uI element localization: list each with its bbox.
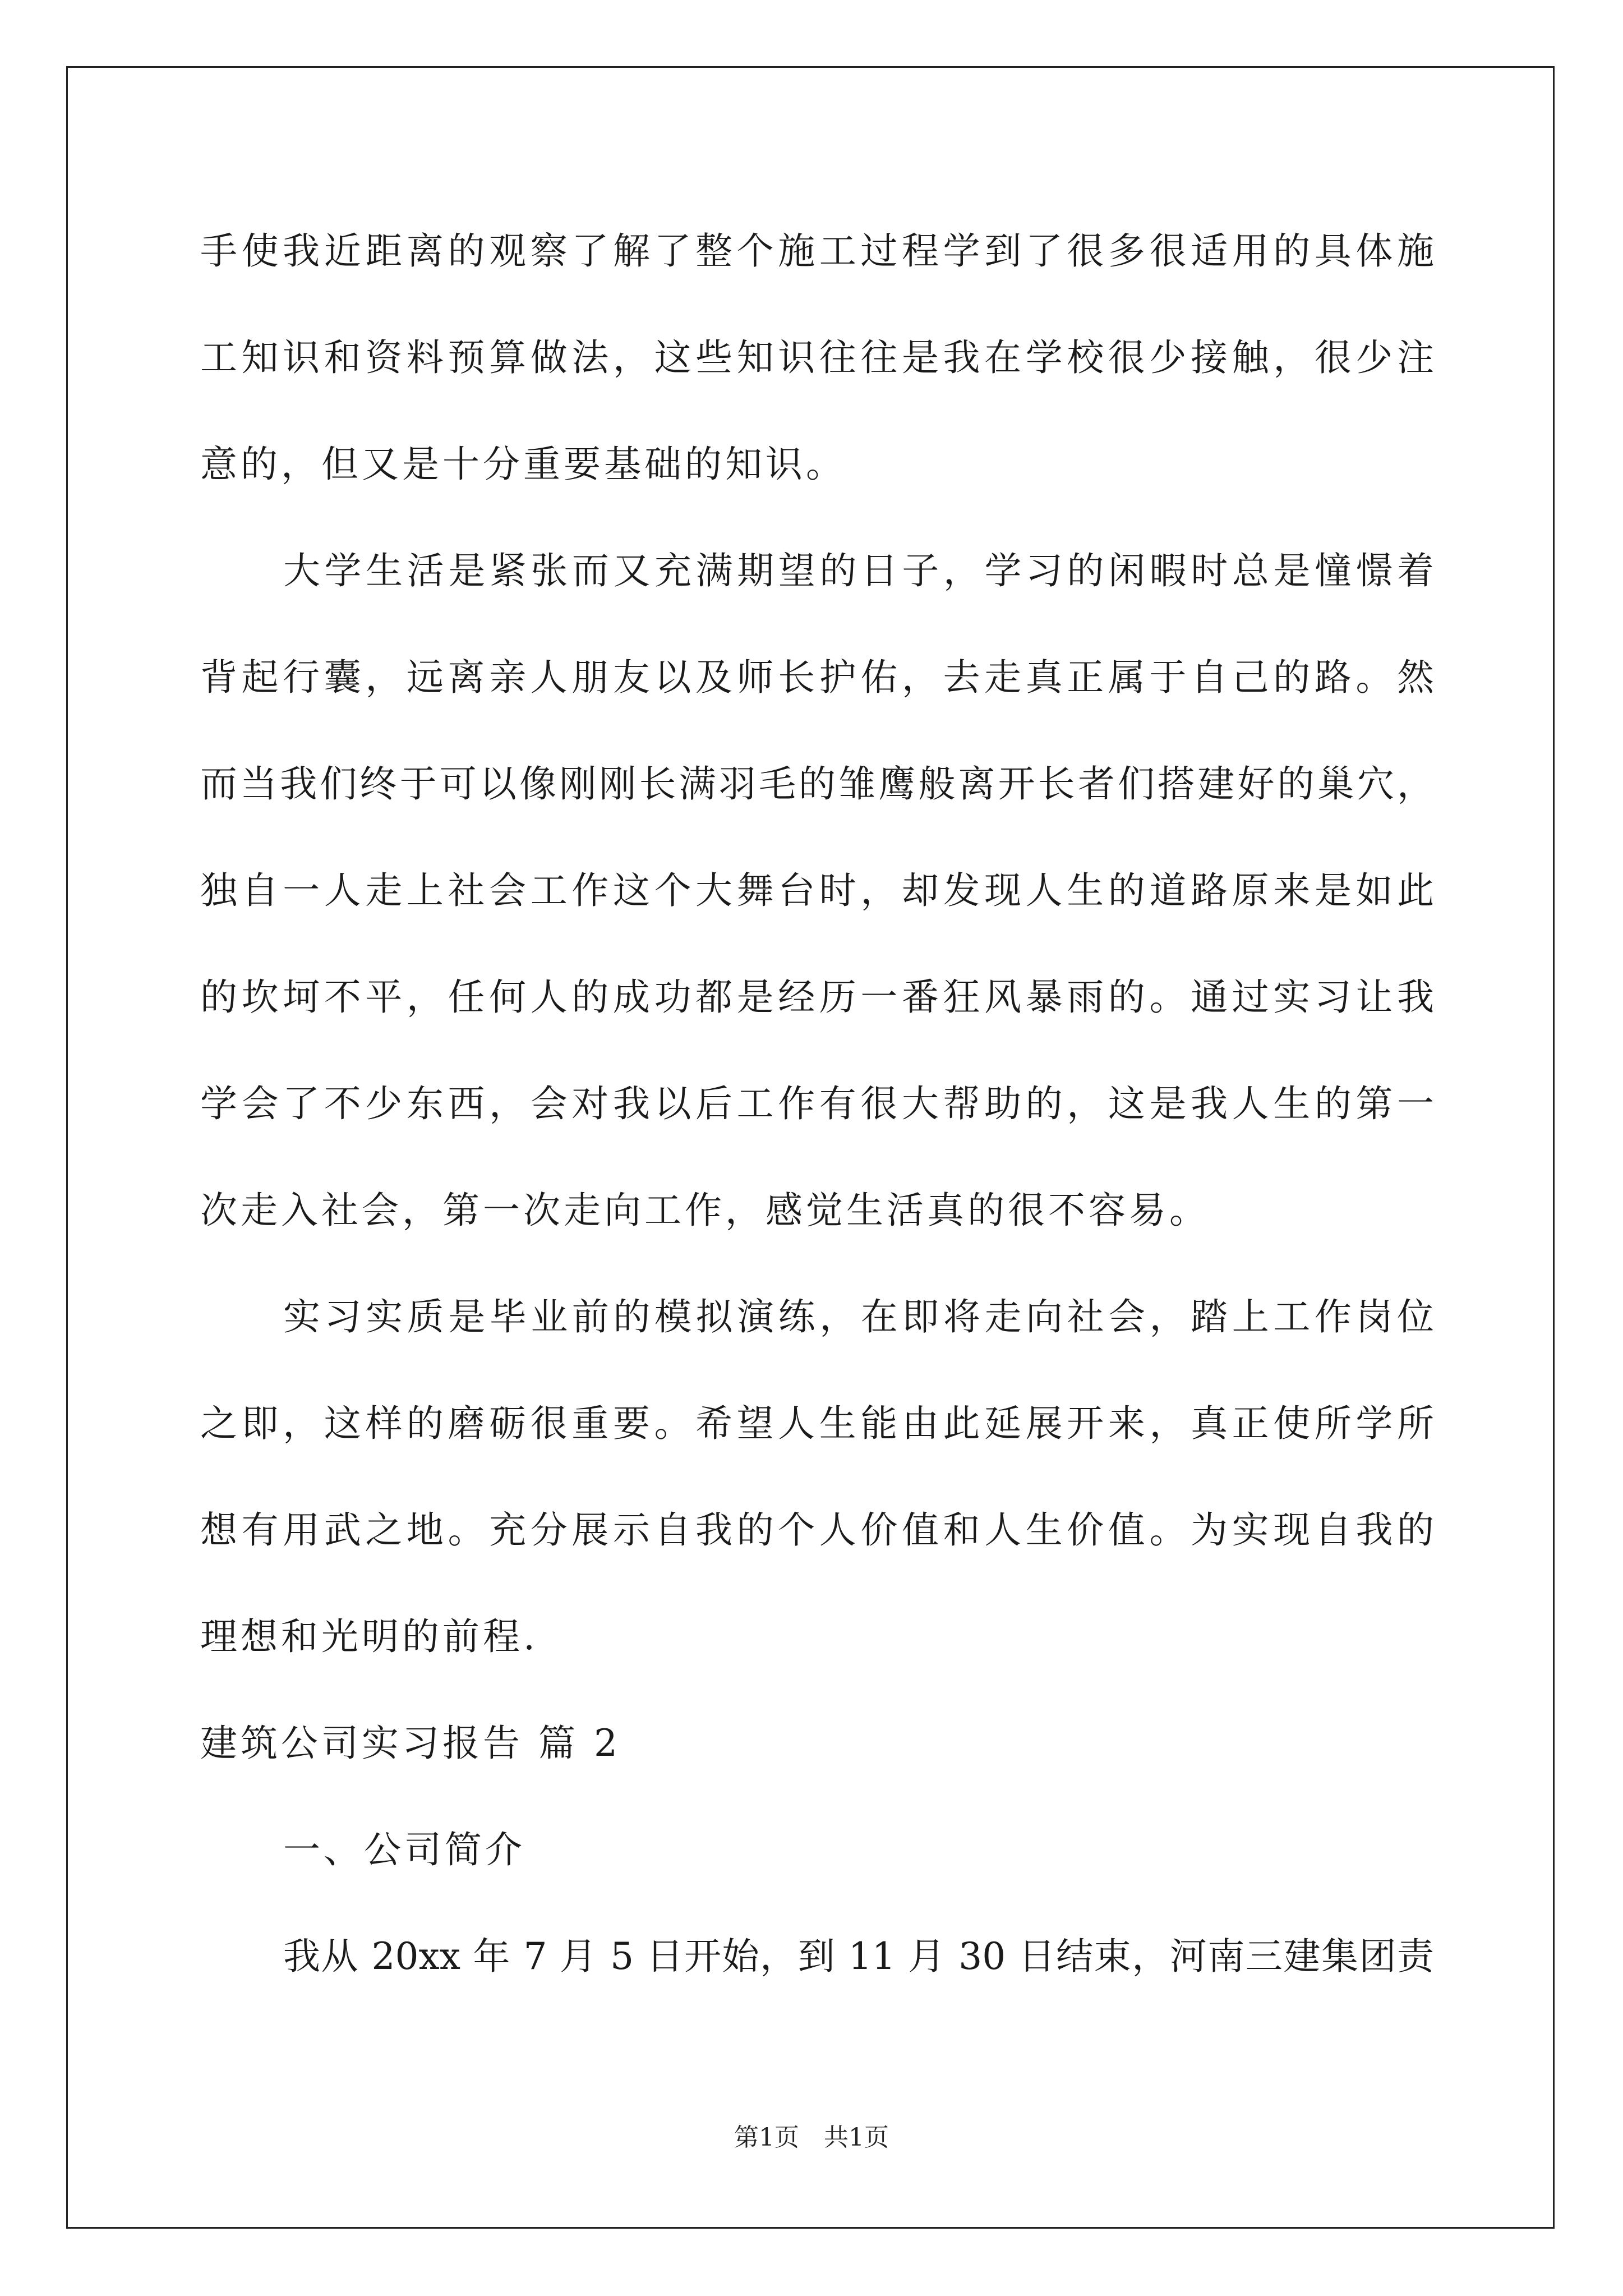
text-line: 工知识和资料预算做法，这些知识往往是我在学校很少接触，很少注 (200, 336, 1434, 379)
text-line: 想有用武之地。充分展示自我的个人价值和人生价值。为实现自我的 (200, 1508, 1434, 1552)
text-line: 而当我们终于可以像刚刚长满羽毛的雏鹰般离开长者们搭建好的巢穴， (200, 762, 1434, 806)
text-line: 次走入社会，第一次走向工作，感觉生活真的很不容易。 (200, 1189, 1210, 1232)
text-line: 我从 20xx 年 7 月 5 日开始，到 11 月 30 日结束，河南三建集团责 (283, 1935, 1434, 1978)
text-line: 意的，但又是十分重要基础的知识。 (200, 443, 846, 486)
text-line: 实习实质是毕业前的模拟演练，在即将走向社会，踏上工作岗位 (283, 1295, 1434, 1338)
text-line: 学会了不少东西，会对我以后工作有很大帮助的，这是我人生的第一 (200, 1082, 1434, 1125)
text-line: 理想和光明的前程. (200, 1615, 538, 1658)
text-line: 的坎坷不平，任何人的成功都是经历一番狂风暴雨的。通过实习让我 (200, 976, 1434, 1019)
page-footer: 第1页 共1页 (734, 2123, 889, 2152)
text-line: 之即，这样的磨砺很重要。希望人生能由此延展开来，真正使所学所 (200, 1402, 1434, 1445)
subsection-heading: 一、公司简介 (283, 1828, 525, 1871)
text-line: 背起行囊，远离亲人朋友以及师长护佑，去走真正属于自己的路。然 (200, 656, 1434, 699)
text-line: 大学生活是紧张而又充满期望的日子，学习的闲暇时总是憧憬着 (283, 549, 1434, 592)
text-line: 独自一人走上社会工作这个大舞台时，却发现人生的道路原来是如此 (200, 869, 1434, 912)
text-line: 手使我近距离的观察了解了整个施工过程学到了很多很适用的具体施 (200, 229, 1434, 273)
section-heading: 建筑公司实习报告 篇 2 (200, 1722, 621, 1765)
page-border (66, 66, 1555, 2229)
